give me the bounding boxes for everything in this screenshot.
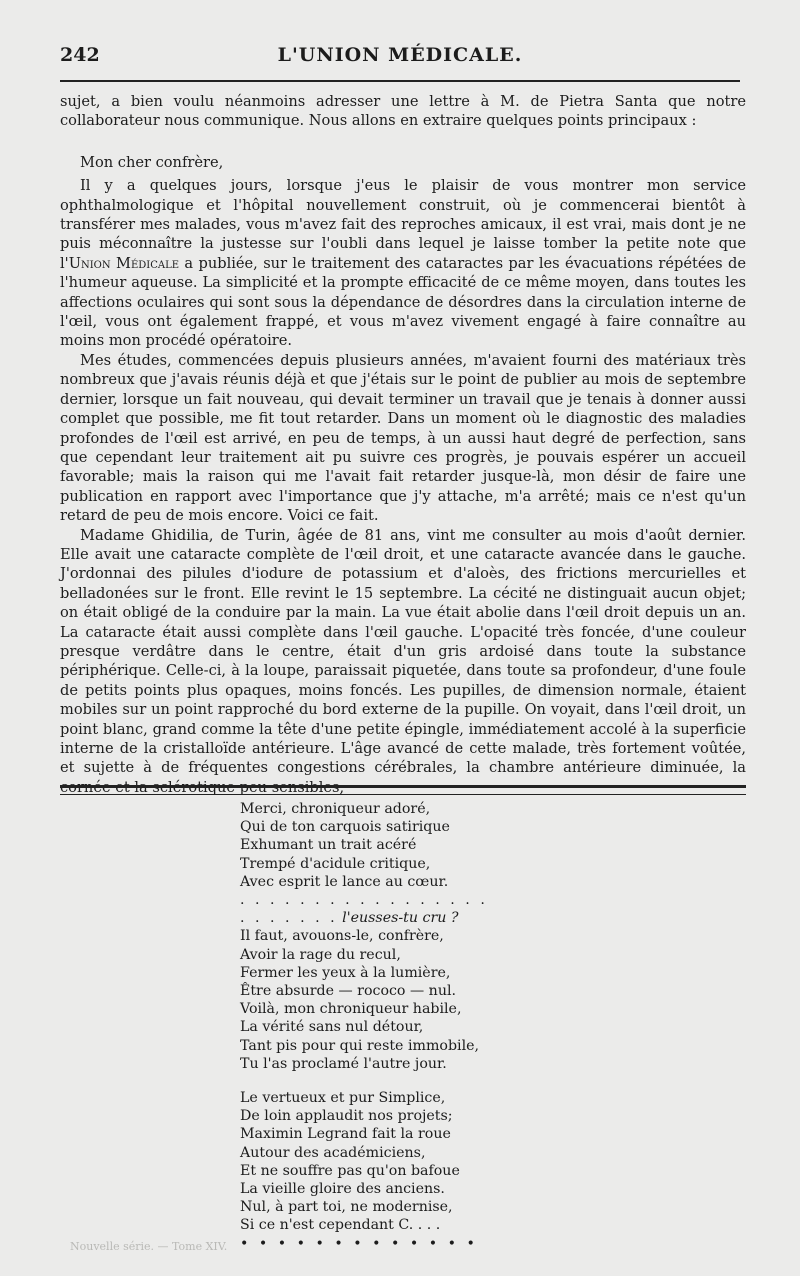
verse-line: Maximin Legrand fait la roue [240, 1126, 451, 1143]
verse-line: Il faut, avouons-le, confrère, [240, 928, 444, 945]
intro-paragraph: sujet, a bien voulu néanmoins adresser une lettre à M. de Pietra Santa que notre collaborateur nous communique. Nous allons en extraire quelques points principaux : [60, 93, 746, 130]
stanza-2 [240, 927, 540, 1073]
verse-line: Merci, chroniqueur adoré, [240, 801, 431, 817]
verse-line: Voilà, mon chroniqueur habile, [240, 1001, 462, 1018]
verse-line: Et ne souffre pas qu'on bafoue [240, 1162, 460, 1179]
verse-line: Avec esprit le lance au cœur. [240, 873, 449, 890]
verse-line: Si ce n'est cependant C. . . . [240, 1217, 441, 1234]
letter-paragraph-3: Madame Ghidilia, de Turin, âgée de 81 ans, vint me consulter au mois d'août dernier. Elle avait une cataracte complète de l'œil droit, et une cataracte avancée dans le gauche. J'ordonnai des pilules d'iodure de potassium et d'aloès, des frictions mercurielles et belladonées sur le front. Elle revint le 15 septembre. La cécité ne distinguait aucun objet; on était obligé de la conduire par la main. La vue était abolie dans l'œil droit depuis un an. La cataracte était aussi complète dans l'œil gauche. L'opacité très foncée, d'une couleur presque verdâtre dans le centre, était d'un gris ardoisé dans toute la substance périphérique. Celle-ci, à la loupe, paraissait piquetée, dans toute sa profondeur, d'une foule de petits points plus opaques, moins foncés. Les pupilles, de dimension normale, étaient mobiles sur un point rapproché du bord externe de la pupille. On voyait, dans l'œil droit, un point blanc, grand comme la tête d'une petite épingle, immédiatement accolé à la superficie interne de la cristalloïde antérieure. L'âge avancé de cette malade, très fortement voûtée, et sujette à de fréquentes congestions cérébrales, la chambre antérieure diminuée, la cornée et la sclérotique peu sensibles, [60, 526, 746, 796]
running-title: L'UNION MÉDICALE. [277, 44, 523, 66]
ellipsis-lead: . . . . . . . [240, 910, 338, 927]
letter-paragraph-1 [60, 176, 746, 351]
verse-line: La vieille gloire des anciens. [240, 1181, 445, 1198]
italic-line [240, 909, 540, 927]
verse-line: Nul, à part toi, ne modernise, [240, 1199, 453, 1216]
verse-line: De loin applaudit nos projets; [240, 1108, 453, 1125]
page-number: 242 [60, 44, 100, 66]
feuilleton-separator [60, 785, 746, 795]
letter-salutation: Mon cher confrère, [80, 153, 224, 171]
header-rule [60, 80, 740, 82]
page-header [60, 40, 740, 74]
p1-text-before: Il y a quelques jours, lorsque j'eus le plaisir de vous montrer mon service ophthalmologique et l'hôpital nouvellement construit, où je commencerai bientôt à transférer mes malades, vous m'avez fait des reproches amicaux, il est vrai, mais dont je ne puis méconnaître la justesse sur l'oubli dans lequel je laisse tomber la petite note que l' [60, 177, 746, 272]
final-dots: • • • • • • • • • • • • • [240, 1235, 478, 1252]
journal-name: Union Médicale [68, 254, 180, 272]
article-body [60, 92, 746, 797]
verse-line: Qui de ton carquois satirique [240, 819, 450, 836]
verse-line: Le vertueux et pur Simplice, [240, 1090, 446, 1107]
italic-phrase: l'eusses-tu cru ? [342, 910, 459, 927]
verse-line: Trempé d'acidule critique, [240, 855, 431, 872]
verse-line: Être absurde — rococo — nul. [240, 983, 456, 1000]
p1-text-after: a publiée, sur le traitement des cataractes par les évacuations répétées de l'humeur aqueuse. La simplicité et la prompte efficacité de ce même moyen, dans toutes les affections oculaires qui sont sous la dépendance de désordres dans la circulation interne de l'œil, vous ont également frappé, et vous m'avez vivement engagé à faire connaître au moins mon procédé opératoire. [60, 254, 746, 350]
verse-line: Autour des académiciens, [240, 1144, 426, 1161]
verse-line: Tant pis pour qui reste immobile, [240, 1037, 480, 1054]
bleed-through-text: Nouvelle série. — Tome XIV. [70, 1240, 228, 1253]
stanza-3 [240, 1089, 540, 1235]
verse-line: Exhumant un trait acéré [240, 837, 417, 854]
verse-line: Fermer les yeux à la lumière, [240, 964, 451, 981]
letter-paragraph-2: Mes études, commencées depuis plusieurs années, m'avaient fourni des matériaux très nombreux que j'avais réunis déjà et que j'étais sur le point de publier au mois de septembre dernier, lorsque un fait nouveau, qui devait terminer un travail que je tenais à donner aussi complet que possible, me fit tout retarder. Dans un moment où le diagnostic des maladies profondes de l'œil est arrivé, en peu de temps, à un aussi haut degré de perfection, sans que cependant leur traitement ait pu suivre ces progrès, je pouvais espérer un accueil favorable; mais la raison qui me l'avait fait retarder jusque-là, mon désir de faire une publication en rapport avec l'importance que j'y attache, m'a arrêté; mais ce n'est qu'un retard de peu de mois encore. Voici ce fait. [60, 351, 746, 525]
verse-line: La vérité sans nul détour, [240, 1019, 424, 1036]
verse-line: Tu l'as proclamé l'autre jour. [240, 1055, 447, 1072]
ellipsis-line: . . . . . . . . . . . . . . . . . [240, 892, 488, 909]
stanza-gap [240, 1073, 540, 1089]
feuilleton-poem [240, 800, 540, 1253]
stanza-1 [240, 800, 540, 891]
verse-line: Avoir la rage du recul, [240, 946, 401, 963]
